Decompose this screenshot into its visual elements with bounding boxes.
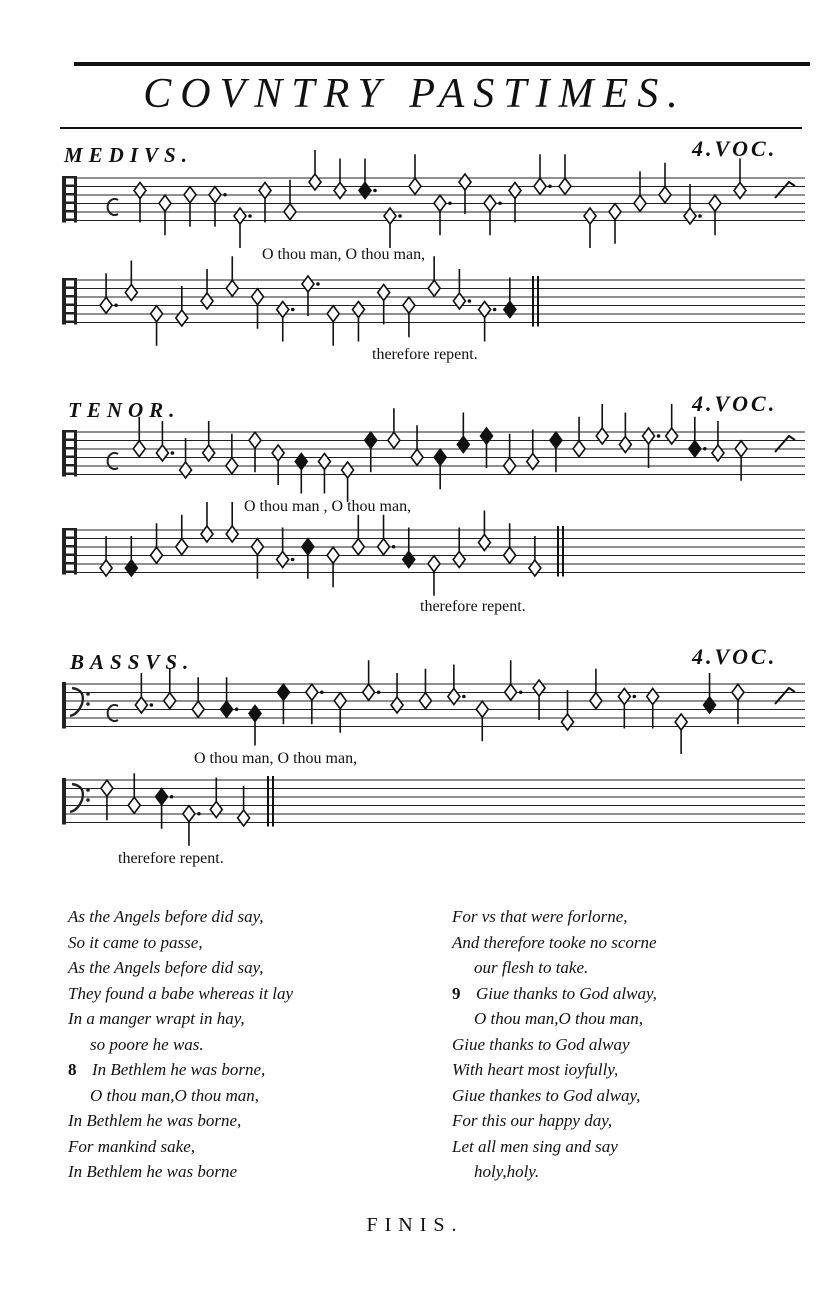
lyric-tenor-1: O thou man , O thou man, [244, 498, 412, 515]
note-dot [493, 308, 497, 312]
note-head [100, 297, 112, 313]
note-dot [498, 201, 502, 205]
custos-icon [775, 688, 795, 704]
note-head [176, 539, 188, 555]
note-dot [114, 303, 118, 307]
note-head [352, 539, 364, 555]
note-head [151, 547, 163, 563]
clef-mark [74, 176, 77, 223]
note-head [252, 289, 264, 305]
note-head [428, 556, 440, 572]
note-head [619, 437, 631, 453]
note-dot [377, 690, 381, 694]
note-dot [150, 703, 154, 707]
verse-line: For mankind sake, [68, 1136, 196, 1156]
staff-bracket [62, 278, 66, 325]
staff-bassus-2 [60, 772, 810, 842]
note-dot [291, 308, 295, 312]
note-head [226, 526, 238, 542]
note-head [309, 174, 321, 190]
note-head [221, 701, 233, 717]
custos-icon [775, 436, 795, 452]
note-head [277, 302, 289, 318]
note-head [238, 810, 250, 826]
note-head [534, 178, 546, 194]
note-head [295, 454, 307, 470]
verse-line: And therefore tooke no scorne [452, 932, 657, 952]
verse-line: In a manger wrapt in hay, [68, 1009, 245, 1028]
verse-line: Let all men sing and say [452, 1136, 618, 1156]
lyric-medius-1: O thou man, O thou man, [262, 246, 426, 263]
note-head [359, 183, 371, 199]
bass-clef-dot [86, 788, 90, 792]
note-head [504, 458, 516, 474]
note-dot [171, 451, 175, 455]
note-head [659, 187, 671, 203]
note-dot [398, 214, 402, 218]
note-head [666, 428, 678, 444]
note-dot [197, 812, 201, 816]
note-head [434, 195, 446, 211]
note-head [159, 195, 171, 211]
note-head [384, 208, 396, 224]
note-head [509, 183, 521, 199]
note-dot [248, 214, 252, 218]
note-head [352, 302, 364, 318]
note-dot [235, 707, 239, 711]
note-head [183, 806, 195, 822]
note-head [203, 445, 215, 461]
note-head [334, 693, 346, 709]
verse-line-text: In Bethlem he was borne, [92, 1060, 266, 1079]
note-head [192, 701, 204, 717]
note-head [234, 208, 246, 224]
note-head [176, 310, 188, 326]
note-head [453, 293, 465, 309]
custos-icon [775, 182, 795, 198]
note-dot [291, 558, 295, 562]
note-head [151, 306, 163, 322]
title-rule [60, 127, 802, 129]
note-head [434, 449, 446, 465]
verse-line: As the Angels before did say, [68, 958, 264, 977]
note-head [249, 432, 261, 448]
note-head [609, 204, 621, 220]
verse-line: our flesh to take. [474, 958, 589, 977]
note-head [133, 441, 145, 457]
note-head [527, 454, 539, 470]
verse-line: As the Angels before did say, [68, 907, 264, 926]
staff-medius-1 [60, 170, 810, 240]
note-head [453, 552, 465, 568]
note-head [428, 280, 440, 296]
note-head [365, 432, 377, 448]
note-head [550, 432, 562, 448]
note-head [411, 449, 423, 465]
bass-clef-dot [86, 798, 90, 802]
note-head [590, 693, 602, 709]
verse-line: holy,holy. [474, 1162, 540, 1181]
note-head [164, 693, 176, 709]
note-head [504, 302, 516, 318]
note-dot [316, 282, 320, 286]
note-head [457, 437, 469, 453]
note-head [209, 187, 221, 203]
note-head [327, 306, 339, 322]
note-head [596, 428, 608, 444]
note-head [391, 697, 403, 713]
verse-line: O thou man,O thou man, [90, 1085, 260, 1105]
lyric-bassus-1: O thou man, O thou man, [194, 750, 358, 767]
staff-medius-2 [60, 272, 810, 342]
note-head [409, 178, 421, 194]
verse-line: For vs that were forlorne, [452, 907, 628, 926]
note-head [504, 547, 516, 563]
note-head [210, 802, 222, 818]
note-head [302, 276, 314, 292]
note-head [689, 441, 701, 457]
time-signature-icon [108, 453, 118, 469]
verse-line-numbered [68, 1057, 293, 1083]
note-head [125, 285, 137, 301]
verse-line: With heart most ioyfully, [452, 1060, 619, 1079]
note-head [249, 706, 261, 722]
note-head [101, 780, 113, 796]
staff-bassus-1 [60, 676, 810, 746]
note-dot [320, 690, 324, 694]
staff-bracket [62, 778, 66, 825]
clef-mark [74, 528, 77, 575]
verse-line: For this our happy day, [452, 1111, 613, 1130]
note-head [378, 539, 390, 555]
staff-tenor-2 [60, 522, 810, 592]
staff-bracket [62, 430, 66, 477]
top-rule [74, 62, 810, 66]
note-head [259, 183, 271, 199]
note-dot [703, 447, 707, 451]
note-dot [698, 214, 702, 218]
verse-line: They found a babe whereas it lay [68, 983, 294, 1003]
note-head [363, 684, 375, 700]
note-head [378, 285, 390, 301]
voice-label-bassus: BASSVS. [70, 650, 195, 674]
note-head [675, 714, 687, 730]
note-head [533, 680, 545, 696]
verse-line-numbered [452, 981, 657, 1007]
note-head [334, 183, 346, 199]
note-dot [392, 545, 396, 549]
note-dot [519, 690, 523, 694]
note-head [251, 539, 263, 555]
note-head [634, 195, 646, 211]
note-head [573, 441, 585, 457]
note-head [403, 552, 415, 568]
verse-line: Giue thankes to God alway, [452, 1085, 641, 1105]
note-head [643, 428, 655, 444]
note-head [125, 560, 137, 576]
note-dot [170, 795, 174, 799]
note-head [448, 689, 460, 705]
note-dot [462, 695, 466, 699]
note-dot [548, 184, 552, 188]
voice-label-tenor: TENOR. [68, 398, 181, 422]
time-signature-icon [108, 705, 118, 721]
note-head [201, 526, 213, 542]
staff-bracket [62, 176, 66, 223]
note-head [480, 428, 492, 444]
note-dot [468, 299, 472, 303]
note-head [306, 684, 318, 700]
voc-label-tenor: 4.VOC. [692, 391, 778, 416]
verse-line: so poore he was. [90, 1034, 204, 1054]
note-head [709, 195, 721, 211]
voc-label-bassus: 4.VOC. [692, 644, 778, 669]
note-head [505, 684, 517, 700]
voice-label-medius: MEDIVS. [64, 143, 193, 167]
note-head [272, 445, 284, 461]
note-dot [657, 434, 661, 438]
note-head [403, 297, 415, 313]
verse-number: 8 [68, 1060, 77, 1079]
note-head [704, 697, 716, 713]
note-head [277, 684, 289, 700]
bass-clef-dot [86, 692, 90, 696]
note-head [128, 797, 140, 813]
clef-mark [74, 430, 77, 477]
note-dot [223, 193, 227, 197]
lyric-medius-2: therefore repent. [372, 346, 478, 363]
note-head [342, 462, 354, 478]
note-head [327, 547, 339, 563]
bass-clef-dot [86, 702, 90, 706]
note-head [134, 183, 146, 199]
verse-column-left [68, 904, 293, 1185]
note-head [284, 204, 296, 220]
note-head [318, 454, 330, 470]
note-head [135, 697, 147, 713]
verse-line: In Bethlem he was borne, [68, 1111, 242, 1130]
note-head [476, 701, 488, 717]
note-head [584, 208, 596, 224]
note-head [478, 535, 490, 551]
staff-tenor-1 [60, 424, 810, 494]
verse-line-text: Giue thanks to God alway, [476, 983, 657, 1003]
staff-bracket [62, 682, 66, 729]
note-head [618, 689, 630, 705]
note-head [277, 552, 289, 568]
note-head [529, 560, 541, 576]
note-head [100, 560, 112, 576]
page-title: COVNTRY PASTIMES. [143, 71, 687, 117]
note-dot [373, 189, 377, 193]
verse-line: Giue thanks to God alway [452, 1034, 630, 1054]
verse-column-right [452, 904, 657, 1185]
note-head [419, 693, 431, 709]
note-head [647, 689, 659, 705]
verse-line: O thou man,O thou man, [474, 1009, 644, 1028]
note-head [559, 178, 571, 194]
note-head [201, 293, 213, 309]
voc-label-medius: 4.VOC. [692, 136, 778, 161]
note-head [734, 183, 746, 199]
note-head [479, 302, 491, 318]
verse-line: So it came to passe, [68, 932, 203, 952]
note-head [226, 280, 238, 296]
verse-line: In Bethlem he was borne [68, 1162, 238, 1181]
note-head [735, 441, 747, 457]
note-head [180, 462, 192, 478]
note-head [226, 458, 238, 474]
lyric-tenor-2: therefore repent. [420, 598, 526, 615]
note-head [712, 445, 724, 461]
note-head [388, 432, 400, 448]
note-head [459, 174, 471, 190]
note-head [562, 714, 574, 730]
note-head [732, 684, 744, 700]
note-head [302, 539, 314, 555]
finis: FINIS. [366, 1214, 464, 1236]
verse-number: 9 [452, 983, 461, 1003]
note-head [184, 187, 196, 203]
note-head [484, 195, 496, 211]
note-head [684, 208, 696, 224]
note-dot [633, 695, 637, 699]
note-head [156, 445, 168, 461]
time-signature-icon [108, 199, 118, 215]
clef-mark [74, 278, 77, 325]
note-dot [448, 201, 452, 205]
lyric-bassus-2: therefore repent. [118, 850, 224, 867]
note-head [156, 789, 168, 805]
staff-bracket [62, 528, 66, 575]
